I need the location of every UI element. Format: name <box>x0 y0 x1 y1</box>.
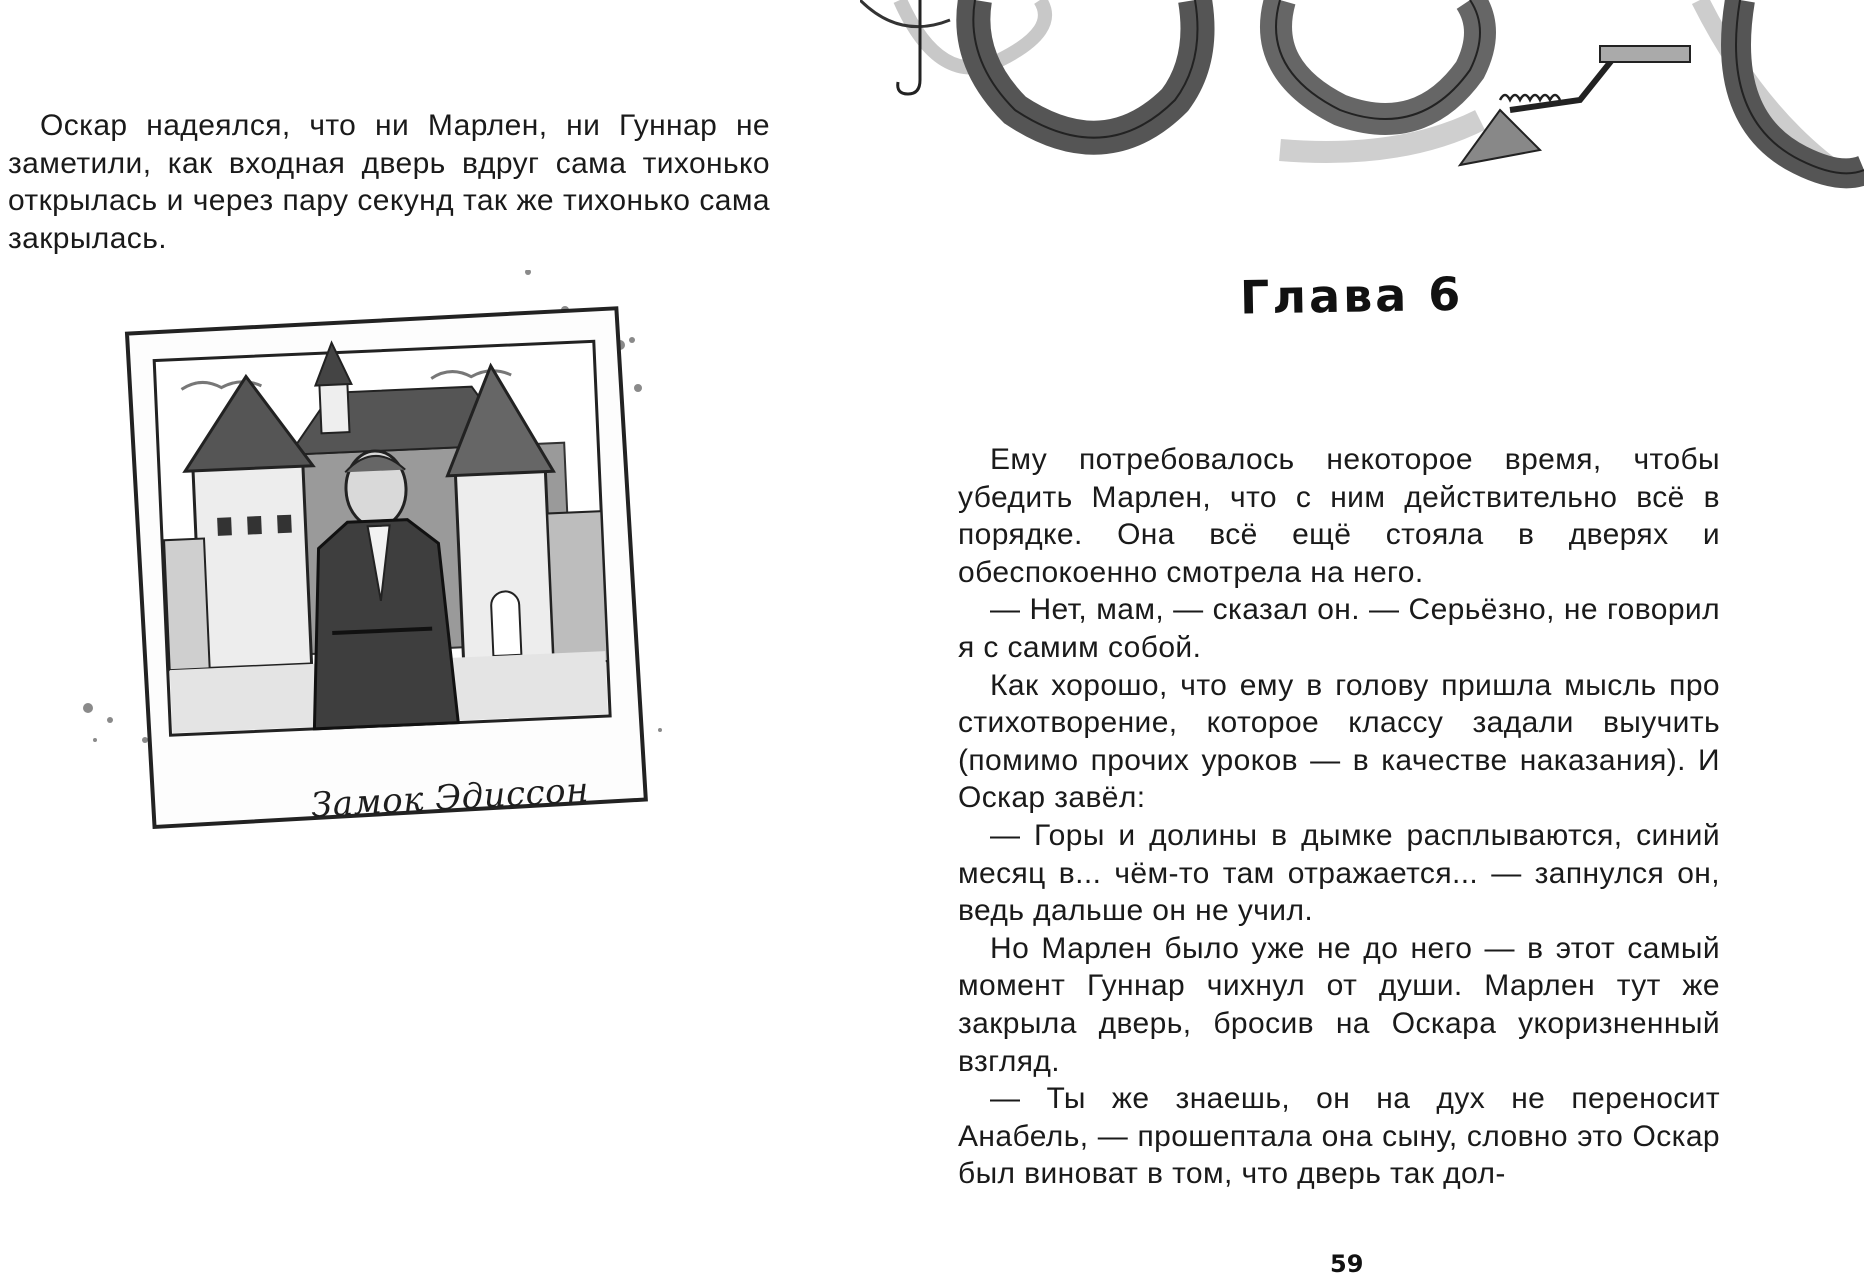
castle-photo <box>80 270 680 890</box>
paragraph: — Горы и долины в дымке расплываются, синий месяц в... чём-то там отражается... — запнулся он, ведь дальше он не учил. <box>958 818 1720 928</box>
right-page <box>860 0 1864 1280</box>
chapter-title: Глава 6 <box>1239 266 1464 325</box>
paragraph: Оскар надеялся, что ни Марлен, ни Гуннар не заметили, как входная дверь вдруг сама тихонько открылась и через пару секунд так же тихонько сама закрылась. <box>8 109 770 255</box>
decorative-pipes-illustration <box>860 0 1864 270</box>
photo-caption: Замок Эдиссон <box>310 770 590 826</box>
page-number: 59 <box>1330 1250 1364 1278</box>
left-page <box>0 0 860 1280</box>
paragraph: Ему потребовалось некоторое время, чтобы убедить Марлен, что с ним действительно всё в порядке. Она всё ещё стояла в дверях и обеспокоенно смотрела на него. <box>958 443 1720 589</box>
paragraph: — Ты же знаешь, он на дух не переносит Анабель, — прошептала она сыну, словно это Оскар был виноват в том, что дверь так дол- <box>958 1082 1720 1191</box>
right-page-text <box>958 441 1720 1193</box>
left-page-text <box>8 107 770 257</box>
paragraph: Как хорошо, что ему в голову пришла мысль про стихотворение, которое классу задали выучить (помимо прочих уроков — в качестве наказания). И Оскар завёл: <box>958 668 1720 815</box>
paragraph: — Нет, мам, — сказал он. — Серьёзно, не говорил я с самим собой. <box>958 593 1720 664</box>
paragraph: Но Марлен было уже не до него — в этот самый момент Гуннар чихнул от души. Марлен тут же закрыла дверь, бросив на Оскара укоризненный взгляд. <box>958 931 1720 1078</box>
